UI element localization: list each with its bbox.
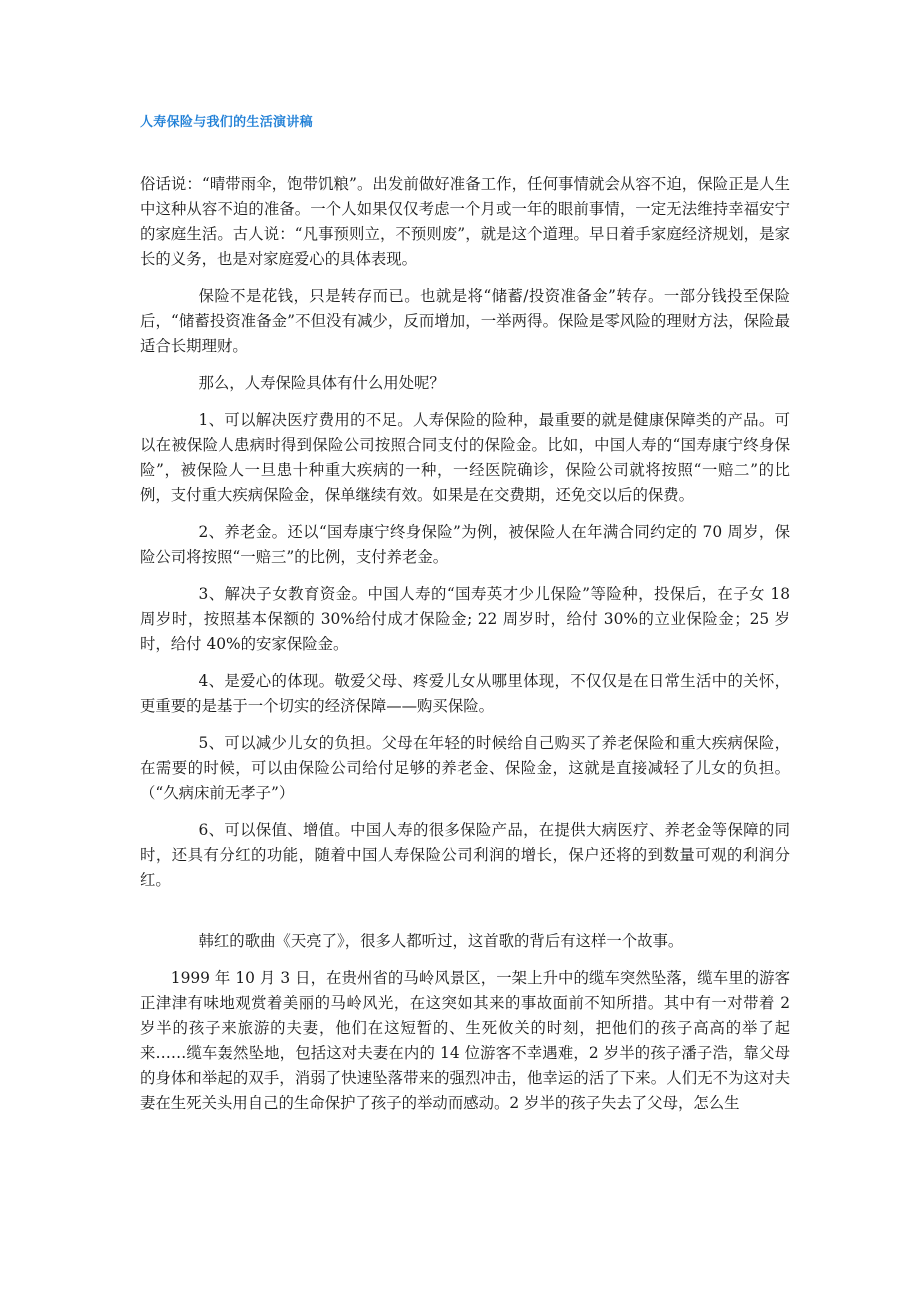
- paragraph-song-story: 韩红的歌曲《天亮了》，很多人都听过，这首歌的背后有这样一个故事。: [198, 932, 684, 950]
- paragraph-point-3: 3、解决子女教育资金。中国人寿的“国寿英才少儿保险”等险种，投保后，在子女 18 周岁时，按照基本保额的 30%给付成才保险金; 22 周岁时，给付 30%的立业保险金；25 岁时，给付 40%的安家保险金。: [140, 585, 790, 653]
- paragraph-point-1: 1、可以解决医疗费用的不足。人寿保险的险种，最重要的就是健康保障类的产品。可以在被保险人患病时得到保险公司按照合同支付的保险金。比如，中国人寿的“国寿康宁终身保险”，被保险人一旦患十种重大疾病的一种，一经医院确诊，保险公司就将按照“一赔二”的比例，支付重大疾病保险金，保单继续有效。如果是在交费期，还免交以后的保费。: [140, 411, 790, 504]
- paragraph-point-2: 2、养老金。还以“国寿康宁终身保险”为例，被保险人在年满合同约定的 70 周岁，保险公司将按照“一赔三”的比例，支付养老金。: [140, 523, 790, 566]
- paragraph-point-5: 5、可以减少儿女的负担。父母在年轻的时候给自己购买了养老保险和重大疾病保险，在需要的时候，可以由保险公司给付足够的养老金、保险金，这就是直接减轻了儿女的负担。（“久病床前无孝子”）: [140, 734, 790, 802]
- paragraph-question: 那么，人寿保险具体有什么用处呢？: [198, 374, 445, 392]
- paragraph-point-4: 4、是爱心的体现。敬爱父母、疼爱儿女从哪里体现，不仅仅是在日常生活中的关怀，更重要的是基于一个切实的经济保障——购买保险。: [140, 672, 790, 715]
- document-title: 人寿保险与我们的生活演讲稿: [140, 115, 313, 130]
- document-page: [140, 112, 790, 1128]
- paragraph-point-6: 6、可以保值、增值。中国人寿的很多保险产品，在提供大病医疗、养老金等保障的同时，还具有分红的功能，随着中国人寿保险公司利润的增长，保户还将的到数量可观的利润分红。: [140, 821, 790, 889]
- paragraph-savings: 保险不是花钱，只是转存而已。也就是将“储蓄/投资准备金”转存。一部分钱投至保险后，“储蓄投资准备金”不但没有减少，反而增加，一举两得。保险是零风险的理财方法，保险最适合长期理财。: [140, 287, 790, 355]
- paragraph-accident-story: 1999 年 10 月 3 日，在贵州省的马岭风景区，一架上升中的缆车突然坠落，缆车里的游客正津津有味地观赏着美丽的马岭风光，在这突如其来的事故面前不知所措。其中有一对带着 2 岁半的孩子来旅游的夫妻，他们在这短暂的、生死攸关的时刻，把他们的孩子高高的举了起来……缆车轰然坠地，包括这对夫妻在内的 14 位游客不幸遇难，2 岁半的孩子潘子浩，靠父母的身体和举起的双手，消弱了快速坠落带来的强烈冲击，他幸运的活了下来。人们无不为这对夫妻在生死关头用自己的生命保护了孩子的举动而感动。2 岁半的孩子失去了父母，怎么生: [140, 969, 790, 1112]
- paragraph-intro: 俗话说：“晴带雨伞，饱带饥粮”。出发前做好准备工作，任何事情就会从容不迫，保险正是人生中这种从容不迫的准备。一个人如果仅仅考虑一个月或一年的眼前事情，一定无法维持幸福安宁的家庭生活。古人说：“凡事预则立，不预则废”，就是这个道理。早日着手家庭经济规划，是家长的义务，也是对家庭爱心的具体表现。: [140, 175, 790, 268]
